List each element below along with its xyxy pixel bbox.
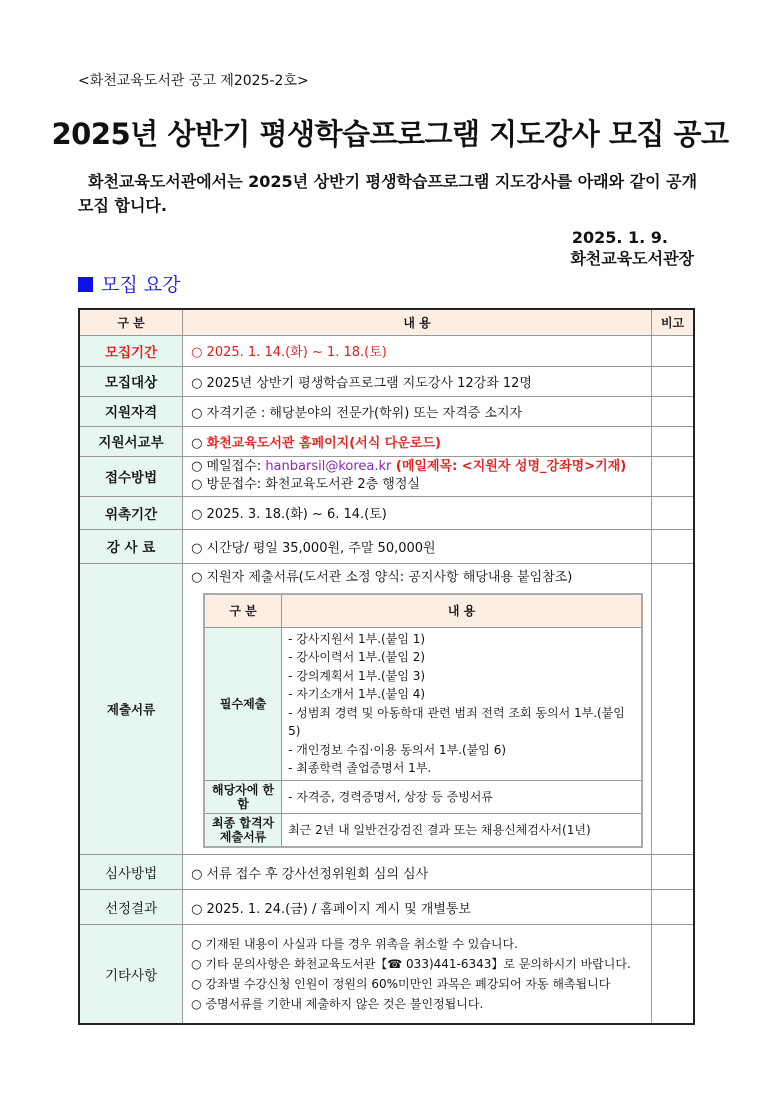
list-item: - 개인정보 수집·이용 동의서 1부.(붙임 6)	[288, 742, 507, 757]
table-row	[79, 529, 694, 563]
homepage-link[interactable]: 화천교육도서관 홈페이지(서식 다운로드)	[206, 435, 441, 451]
row-value: ○ 시간당/ 평일 35,000원, 주말 50,000원	[183, 529, 652, 563]
table-row	[79, 925, 694, 1024]
inner-header-content: 내 용	[282, 594, 643, 628]
note-cell	[652, 890, 694, 925]
documents-intro: ○ 지원자 제출서류(도서관 소정 양식: 공지사항 해당내용 붙임참조)	[191, 569, 573, 585]
row-value	[183, 456, 652, 496]
bullet: ○	[191, 435, 207, 451]
list-item: ○ 기타 문의사항은 화천교육도서관【☎ 033)441-6343】로 문의하시기 바랍니다.	[191, 956, 631, 971]
list-item: - 자기소개서 1부.(붙임 4)	[288, 687, 426, 701]
recruitment-table	[78, 308, 695, 1025]
note-cell	[652, 496, 694, 529]
documents-table	[203, 593, 643, 849]
list-item: ○ 강좌별 수강신청 인원이 정원의 60%미만인 과목은 폐강되어 자동 해촉됩니다	[191, 976, 611, 991]
visit-info: ○ 방문접수: 화천교육도서관 2층 행정실	[191, 477, 420, 492]
table-row	[79, 563, 694, 855]
note-cell	[652, 366, 694, 396]
applicable-value: - 자격증, 경력증명서, 상장 등 증빙서류	[282, 780, 643, 813]
table-row	[79, 890, 694, 925]
header-content: 내 용	[183, 309, 652, 335]
email-subject-note: (메일제목: <지원자 성명_강좌명>기재)	[391, 459, 627, 474]
row-value: ○ 2025. 3. 18.(화) ~ 6. 14.(토)	[183, 496, 652, 529]
row-value: ○ 2025년 상반기 평생학습프로그램 지도강사 12강좌 12명	[183, 366, 652, 396]
table-row	[79, 855, 694, 890]
row-label: 지원서교부	[79, 426, 183, 456]
note-cell	[652, 563, 694, 855]
row-value: ○ 2025. 1. 14.(화) ~ 1. 18.(토)	[183, 335, 652, 366]
row-label: 선정결과	[79, 890, 183, 925]
list-item: - 성범죄 경력 및 아동학대 관련 범죄 전력 조회 동의서 1부.(붙임 5)	[288, 705, 625, 738]
table-row	[79, 456, 694, 496]
final-label: 최종 합격자 제출서류	[204, 813, 282, 847]
row-label: 지원자격	[79, 396, 183, 426]
issuer: 화천교육도서관장	[570, 249, 694, 268]
section-heading	[78, 270, 180, 297]
note-cell	[652, 426, 694, 456]
note-cell	[652, 396, 694, 426]
table-row	[79, 396, 694, 426]
header-category: 구 분	[79, 309, 183, 335]
email-prefix: ○ 메일접수:	[191, 459, 266, 474]
final-value: 최근 2년 내 일반건강검진 결과 또는 채용신체검사서(1년)	[282, 813, 643, 847]
row-label: 기타사항	[79, 925, 183, 1024]
list-item: - 강사이력서 1부.(붙임 2)	[288, 650, 426, 664]
table-row	[79, 426, 694, 456]
row-label: 모집기간	[79, 335, 183, 366]
row-value: ○ 서류 접수 후 강사선정위원회 심의 심사	[183, 855, 652, 890]
table-row	[79, 366, 694, 396]
square-bullet-icon	[78, 277, 93, 292]
note-cell	[652, 855, 694, 890]
table-header-row	[79, 309, 694, 335]
table-row	[79, 496, 694, 529]
email-link[interactable]: hanbarsil@korea.kr	[265, 459, 392, 474]
row-value	[183, 426, 652, 456]
intro-paragraph: 화천교육도서관에서는 2025년 상반기 평생학습프로그램 지도강사를 아래와 같이 공개모집 합니다.	[78, 172, 698, 215]
page-title: 2025년 상반기 평생학습프로그램 지도강사 모집 공고	[51, 117, 729, 151]
required-label: 필수제출	[204, 627, 282, 780]
row-value	[183, 563, 652, 855]
section-title: 모집 요강	[101, 274, 181, 296]
row-value: ○ 2025. 1. 24.(금) / 홈페이지 게시 및 개별통보	[183, 890, 652, 925]
notice-date: 2025. 1. 9.	[571, 228, 668, 247]
list-item: - 최종학력 졸업증명서 1부.	[288, 761, 432, 775]
row-label: 심사방법	[79, 855, 183, 890]
row-label: 위촉기간	[79, 496, 183, 529]
table-row	[79, 335, 694, 366]
note-cell	[652, 529, 694, 563]
list-item: ○ 기재된 내용이 사실과 다를 경우 위촉을 취소할 수 있습니다.	[191, 936, 518, 951]
announcement-number: <화천교육도서관 공고 제2025-2호>	[78, 73, 309, 89]
inner-header-category: 구 분	[204, 594, 282, 628]
note-cell	[652, 335, 694, 366]
row-label: 접수방법	[79, 456, 183, 496]
list-item: - 강사지원서 1부.(붙임 1)	[288, 631, 426, 646]
row-label: 제출서류	[79, 563, 183, 855]
list-item: ○ 증명서류를 기한내 제출하지 않은 것은 불인정됩니다.	[191, 996, 484, 1011]
note-cell	[652, 456, 694, 496]
row-label: 강 사 료	[79, 529, 183, 563]
row-value: ○ 자격기준 : 해당분야의 전문가(학위) 또는 자격증 소지자	[183, 396, 652, 426]
list-item: - 강의계획서 1부.(붙임 3)	[288, 668, 426, 683]
header-note: 비고	[652, 309, 694, 335]
applicable-label: 해당자에 한함	[204, 780, 282, 813]
note-cell	[652, 925, 694, 1024]
required-list	[282, 627, 643, 780]
row-label: 모집대상	[79, 366, 183, 396]
row-value	[183, 925, 652, 1024]
